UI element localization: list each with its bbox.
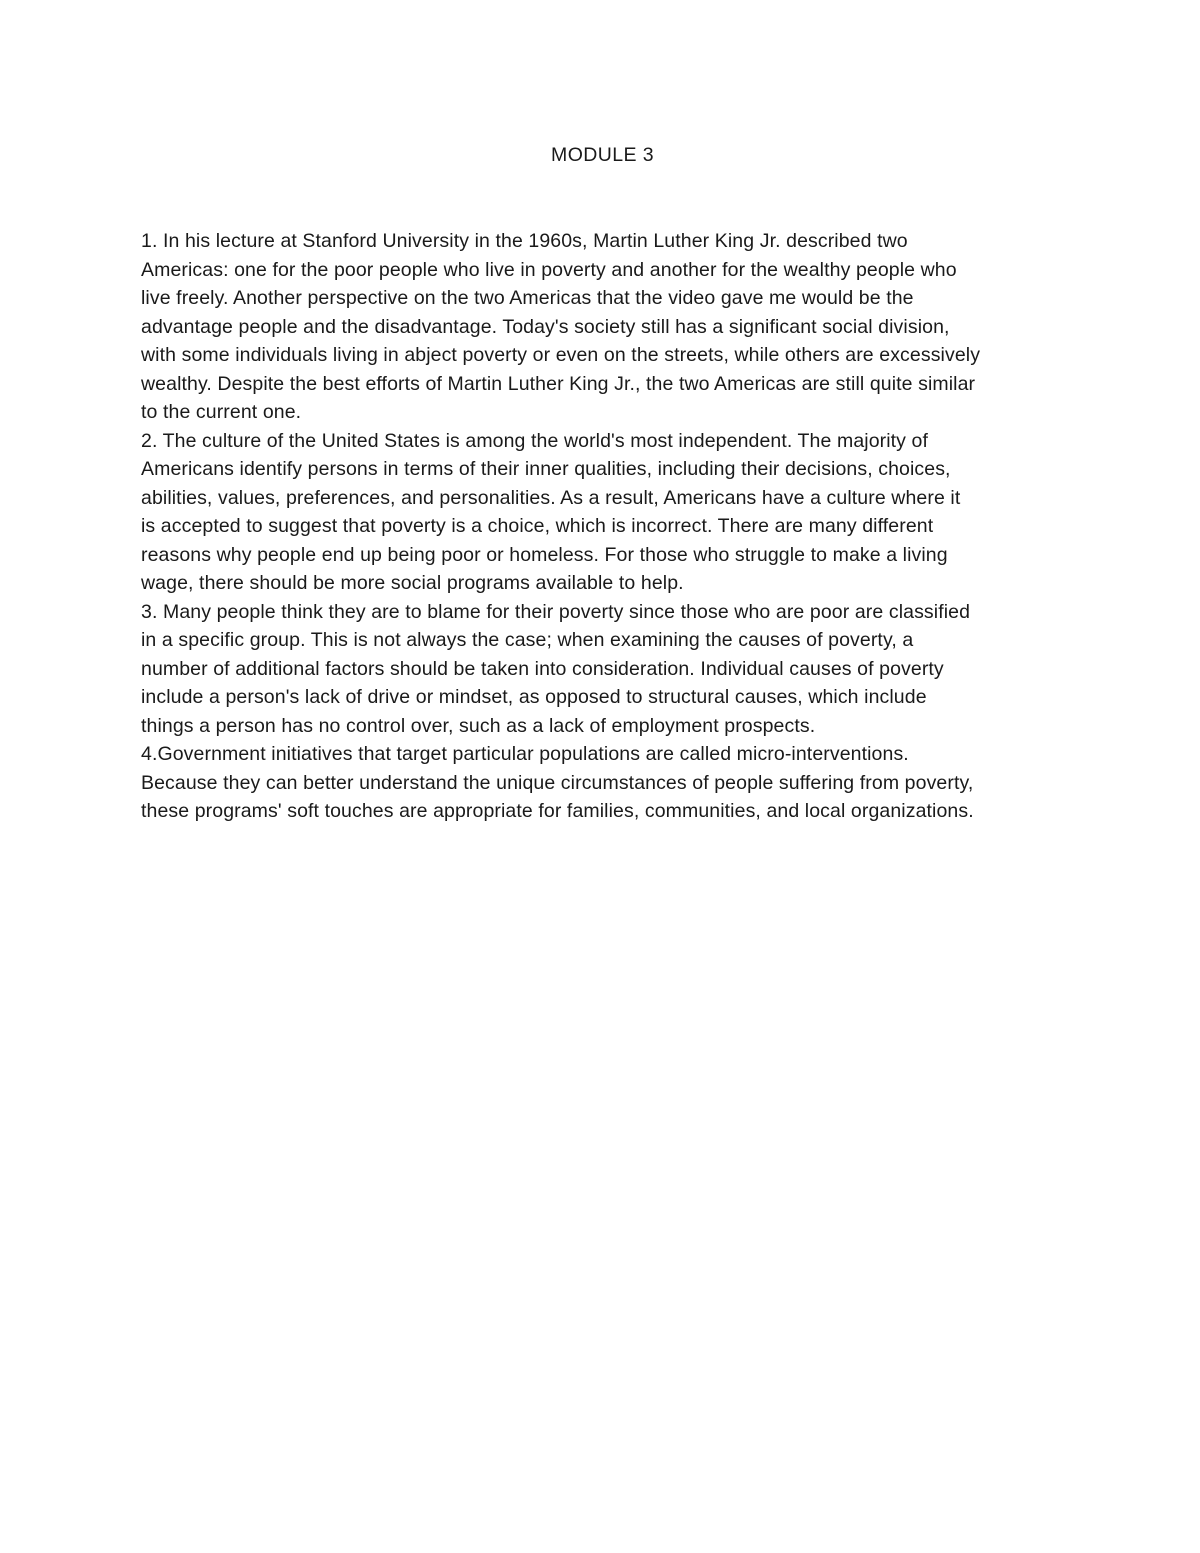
text-line: include a person's lack of drive or mindset, as opposed to structural causes, which include (141, 686, 927, 708)
document-title: MODULE 3 (551, 144, 654, 166)
text-line: number of additional factors should be taken into consideration. Individual causes of poverty (141, 657, 944, 680)
text-line: these programs' soft touches are appropriate for families, communities, and local organizations. (141, 800, 974, 822)
text-line: abilities, values, preferences, and personalities. As a result, Americans have a culture where it (141, 486, 961, 509)
text-line: live freely. Another perspective on the two Americas that the video gave me would be the (141, 287, 914, 309)
text-line: 3. Many people think they are to blame for their poverty since those who are poor are classified (141, 600, 971, 623)
text-line: things a person has no control over, such as a lack of employment prospects. (141, 714, 816, 737)
text-line: with some individuals living in abject poverty or even on the streets, while others are excessively (141, 344, 981, 366)
text-line: wealthy. Despite the best efforts of Martin Luther King Jr., the two Americas are still quite similar (141, 372, 976, 395)
text-line: Because they can better understand the unique circumstances of people suffering from poverty, (141, 771, 974, 794)
text-line: 2. The culture of the United States is among the world's most independent. The majority of (141, 429, 929, 452)
document-body (141, 227, 1071, 826)
text-line: is accepted to suggest that poverty is a choice, which is incorrect. There are many different (141, 515, 934, 537)
text-line: 1. In his lecture at Stanford University in the 1960s, Martin Luther King Jr. described two (141, 230, 908, 252)
text-line: 4.Government initiatives that target particular populations are called micro-interventions. (141, 743, 909, 765)
text-line: in a specific group. This is not always the case; when examining the causes of poverty, a (141, 629, 914, 651)
text-line: advantage people and the disadvantage. Today's society still has a significant social division, (141, 315, 950, 338)
text-line: wage, there should be more social programs available to help. (141, 572, 684, 594)
text-line: Americans identify persons in terms of their inner qualities, including their decisions, choices, (141, 458, 951, 480)
text-line: reasons why people end up being poor or homeless. For those who struggle to make a living (141, 543, 948, 566)
text-line: Americas: one for the poor people who live in poverty and another for the wealthy people who (141, 258, 957, 281)
text-line: to the current one. (141, 401, 302, 423)
